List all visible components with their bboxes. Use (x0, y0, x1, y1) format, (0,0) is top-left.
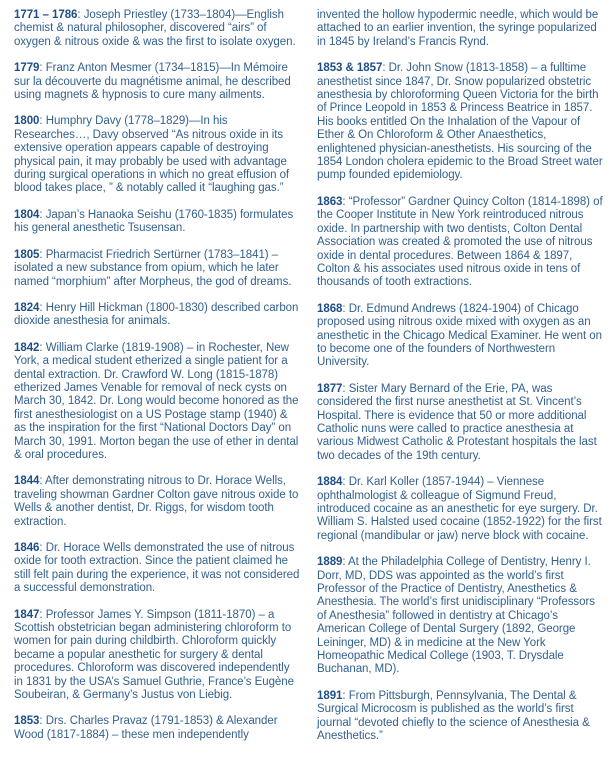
timeline-entry: 1846: Dr. Horace Wells demonstrated the use of nitrous oxide for tooth extraction. Since the patient claimed he still felt pain during the experience, it was not considered a successful demonstration. (14, 542, 300, 595)
timeline-entry-text: After demonstrating nitrous to Dr. Horace Wells, traveling showman Gardner Colton gave nitrous oxide to Wells & another dentist, Dr. Riggs, for wisdom tooth extraction. (14, 475, 299, 528)
timeline-entry: 1868: Dr. Edmund Andrews (1824-1904) of Chicago proposed using nitrous oxide mixed with oxygen as an anesthetic in the Chicago Medical Examiner. He went on to become one of the founders of Northwestern University. (317, 302, 602, 369)
timeline-entry: 1884: Dr. Karl Koller (1857-1944) – Viennese ophthalmologist & colleague of Sigmund Freud, introduced cocaine as an anesthetic for eye surgery. Dr. William S. Halsted used cocaine (1852-1922) for the first regional (mandibular or jaw) nerve block with cocaine. (317, 476, 602, 542)
timeline-column-right (317, 9, 603, 757)
timeline-entry-date: 1804 (14, 208, 40, 221)
timeline-column-left (14, 9, 300, 757)
timeline-entry-text: Dr. Edmund Andrews (1824-1904) of Chicago proposed using nitrous oxide mixed with oxygen as an anesthetic in the Chicago Medical Examiner. He went on to become one of the founders of Northwestern University. (317, 302, 602, 369)
timeline-entry-date: 1863 (317, 195, 343, 208)
timeline-entry-text: Dr. Horace Wells demonstrated the use of nitrous oxide for tooth extraction. Since the patient claimed he still felt pain during the experience, it was not considered a successful demonstration. (14, 542, 300, 595)
timeline-entry: 1863: “Professor” Gardner Quincy Colton (1814-1898) of the Cooper Institute in New York reintroduced nitrous oxide. In partnership with two dentists, Colton Dental Association was created & promoted the use of nitrous oxide in dental procedures. Between 1864 & 1897, Colton & his associates used nitrous oxide in tens of thousands of tooth extractions. (317, 195, 603, 289)
timeline-entry-date: 1884 (317, 476, 343, 489)
timeline-entry-text: From Pittsburgh, Pennsylvania, The Dental & Surgical Microcosm is published as the world’s first journal “devoted chiefly to the science of Anesthesia & Anesthetics.” (317, 689, 590, 743)
timeline-entry-text: Pharmacist Friedrich Sertürner (1783–1841) – isolated a new substance from opium, which he later named “morphium” after Morpheus, the god of dreams. (14, 248, 292, 288)
timeline-entry: 1771 – 1786: Joseph Priestley (1733–1804)—English chemist & natural philosopher, discovered “airs” of oxygen & nitrous oxide & was the first to isolate oxygen. (14, 9, 296, 48)
timeline-entry-date: 1771 – 1786 (14, 9, 78, 21)
timeline-entry-date: 1889 (317, 556, 343, 569)
timeline-entry-text: Henry Hill Hickman (1800-1830) described carbon dioxide anesthesia for animals. (14, 301, 299, 328)
timeline-entry: 1853 & 1857: Dr. John Snow (1813-1858) – a fulltime anesthetist since 1847, Dr. Snow popularized obstetric anesthesia by chloroforming Queen Victoria for the birth of Prince Leopold in 1853 & Princess Beatrice in 1857. His books entitled On the Inhalation of the Vapour of Ether & On Chloroform & Other Anaesthetics, enlightened physician-anesthetists. His sourcing of the 1854 London cholera epidemic to the Broad Street water pump founded epidemiology. (317, 62, 603, 182)
timeline-entry-text: Franz Anton Mesmer (1734–1815)—In Mémoire sur la découverte du magnétisme animal, he described using magnets & hypnosis to cure many ailments. (14, 62, 291, 102)
timeline-entry-text: Humphry Davy (1778–1829)—In his Researches…, Davy observed “As nitrous oxide in its extensive operation appears capable of destroying physical pain, it may probably be used with advantage during surgical operations in which no great effusion of blood takes place, ” & notably called it “laughing gas.” (14, 115, 290, 195)
timeline-entry-date: 1847 (14, 608, 40, 621)
timeline-entry-date: 1824 (14, 301, 40, 314)
timeline-entry: 1847: Professor James Y. Simpson (1811-1870) – a Scottish obstetrician began administering chloroform to women for pain during childbirth. Chloroform quickly became a popular anesthetic for surgery & dental procedures. Chloroform was discovered independently in 1831 by the USA’s Samuel Guthrie, France’s Eugène Soubeiran, & Germany’s Justus von Liebig. (14, 608, 294, 702)
timeline-entry: 1824: Henry Hill Hickman (1800-1830) described carbon dioxide anesthesia for animals. (14, 301, 299, 328)
timeline-entry (317, 9, 603, 49)
timeline-entry: 1889: At the Philadelphia College of Dentistry, Henry I. Dorr, MD, DDS was appointed as the world’s first Professor of the Practice of Dentistry, Anesthetics & Anesthesia. The world’s first unidisciplinary “Professors of Anesthesia” followed in dentistry at Chicago’s American College of Dental Surgery (1892, George Leininger, MD) & in medicine at the New York Homeopathic Medical College (1903, T. Drysdale Buchanan, MD). (317, 556, 595, 676)
timeline-entry-text: Drs. Charles Pravaz (1791-1853) & Alexander Wood (1817-1884) – these men independently (14, 715, 278, 741)
timeline-entry-date: 1877 (317, 382, 343, 395)
timeline-entry: 1842: William Clarke (1819-1908) – in Rochester, New York, a medical student etherized a single patient for a dental extraction. Dr. Crawford W. Long (1815-1878) etherized James Venable for removal of neck cysts on March 30, 1842. Dr. Long would become honored as the first anesthesiologist on a US Postage stamp (1940) & as the inspiration for the first “National Doctors Day” on March 30, 1991. Morton began the use of ether in dental & oral procedures. (14, 341, 299, 461)
timeline-entry-text: “Professor” Gardner Quincy Colton (1814-1898) of the Cooper Institute in New York reintroduced nitrous oxide. In partnership with two dentists, Colton Dental Association was created & promoted the use of nitrous oxide in dental procedures. Between 1864 & 1897, Colton & his associates used nitrous oxide in tens of thousands of tooth extractions. (317, 195, 603, 289)
timeline-entry-date: 1846 (14, 542, 40, 554)
timeline-entry-date: 1800 (14, 115, 40, 128)
timeline-entry-date: 1868 (317, 302, 343, 315)
timeline-entry-date: 1891 (317, 689, 343, 702)
timeline-entry-text: Sister Mary Bernard of the Erie, PA, was considered the first nurse anesthetist at St. Vincent’s Hospital. There is evidence that 50 or more additional Catholic nuns were called to practice anesthesia at various Midwest Catholic & Protestant hospitals the last two decades of the 19th century. (317, 382, 597, 462)
timeline-entry: 1805: Pharmacist Friedrich Sertürner (1783–1841) – isolated a new substance from opium, which he later named “morphium” after Morpheus, the god of dreams. (14, 248, 292, 288)
timeline-entry-text: Dr. Karl Koller (1857-1944) – Viennese ophthalmologist & colleague of Sigmund Freud, introduced cocaine as an anesthetic for eye surgery. Dr. William S. Halsted used cocaine (1852-1922) for the first regional (mandibular or jaw) nerve block with cocaine. (317, 476, 602, 542)
timeline-entry-text: At the Philadelphia College of Dentistry, Henry I. Dorr, MD, DDS was appointed as the world’s first Professor of the Practice of Dentistry, Anesthetics & Anesthesia. The world’s first unidisciplinary “Professors of Anesthesia” followed in dentistry at Chicago’s American College of Dental Surgery (1892, George Leininger, MD) & in medicine at the New York Homeopathic Medical College (1903, T. Drysdale Buchanan, MD). (317, 556, 595, 676)
timeline-entry-text: William Clarke (1819-1908) – in Rochester, New York, a medical student etherized a single patient for a dental extraction. Dr. Crawford W. Long (1815-1878) etherized James Venable for removal of neck cysts on March 30, 1842. Dr. Long would become honored as the first anesthesiologist on a US Postage stamp (1940) & as the inspiration for the first “National Doctors Day” on March 30, 1991. Morton began the use of ether in dental & oral procedures. (14, 341, 299, 461)
timeline-entry: 1844: After demonstrating nitrous to Dr. Horace Wells, traveling showman Gardner Colton gave nitrous oxide to Wells & another dentist, Dr. Riggs, for wisdom tooth extraction. (14, 475, 299, 528)
timeline-entry-date: 1853 & 1857 (317, 62, 383, 75)
timeline-entry-date: 1779 (14, 62, 40, 75)
timeline-entry-date: 1853 (14, 715, 40, 728)
timeline-entry: 1800: Humphry Davy (1778–1829)—In his Researches…, Davy observed “As nitrous oxide in its extensive operation appears capable of destroying physical pain, it may probably be used with advantage during surgical operations in which no great effusion of blood takes place, ” & notably called it “laughing gas.” (14, 115, 290, 195)
timeline-entry-text: Dr. John Snow (1813-1858) – a fulltime anesthetist since 1847, Dr. Snow popularized obstetric anesthesia by chloroforming Queen Victoria for the birth of Prince Leopold in 1853 & Princess Beatrice in 1857. His books entitled On the Inhalation of the Vapour of Ether & On Chloroform & Other Anaesthetics, enlightened physician-anesthetists. His sourcing of the 1854 London cholera epidemic to the Broad Street water pump founded epidemiology. (317, 62, 603, 182)
timeline-entry: 1779: Franz Anton Mesmer (1734–1815)—In Mémoire sur la découverte du magnétisme animal, he described using magnets & hypnosis to cure many ailments. (14, 62, 291, 102)
timeline-entry-date: 1842 (14, 341, 40, 354)
timeline-entry-text: Professor James Y. Simpson (1811-1870) – a Scottish obstetrician began administering chloroform to women for pain during childbirth. Chloroform quickly became a popular anesthetic for surgery & dental procedures. Chloroform was discovered independently in 1831 by the USA’s Samuel Guthrie, France’s Eugène Soubeiran, & Germany’s Justus von Liebig. (14, 608, 294, 702)
timeline-entry-date: 1844 (14, 475, 40, 488)
timeline-entry-date: 1805 (14, 248, 40, 261)
timeline-entry: 1853: Drs. Charles Pravaz (1791-1853) & Alexander Wood (1817-1884) – these men independently (14, 715, 278, 741)
timeline-entry: 1804: Japan’s Hanaoka Seishu (1760-1835) formulates his general anesthetic Tsusensan. (14, 208, 294, 235)
timeline-entry-text: Joseph Priestley (1733–1804)—English chemist & natural philosopher, discovered “airs” of oxygen & nitrous oxide & was the first to isolate oxygen. (14, 9, 296, 48)
timeline-entry: 1891: From Pittsburgh, Pennsylvania, The Dental & Surgical Microcosm is published as the world’s first journal “devoted chiefly to the science of Anesthesia & Anesthetics.” (317, 689, 590, 743)
timeline-entry-text: Japan’s Hanaoka Seishu (1760-1835) formulates his general anesthetic Tsusensan. (14, 208, 294, 235)
timeline-entry-text: invented the hollow hypodermic needle, which would be attached to an earlier invention, the syringe popularized in 1845 by Ireland’s Francis Rynd. (317, 9, 599, 48)
timeline-entry: 1877: Sister Mary Bernard of the Erie, PA, was considered the first nurse anesthetist at St. Vincent’s Hospital. There is evidence that 50 or more additional Catholic nuns were called to practice anesthesia at various Midwest Catholic & Protestant hospitals the last two decades of the 19th century. (317, 382, 597, 462)
